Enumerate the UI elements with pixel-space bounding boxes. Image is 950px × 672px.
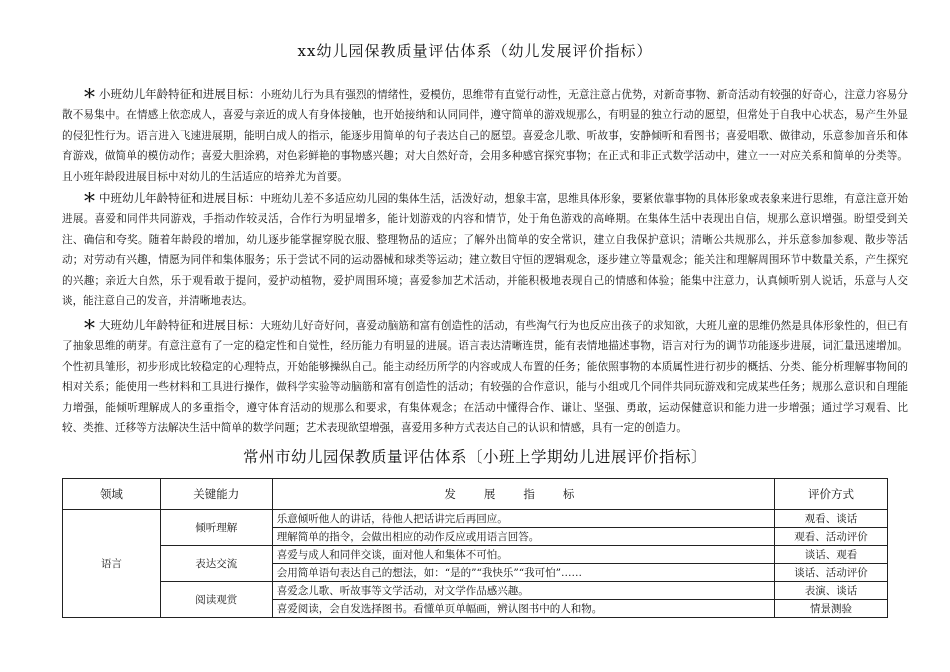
- section-body: 小班幼儿行为具有强烈的情绪性，爱模仿，思维带有直觉行动性，无意注意占优势，对新奇事物、新奇活动有较强的好奇心，注意力容易分散不易集中。在情感上依恋成人，喜爱与亲近的成人有身体接触，也开始接纳和认同同伴，遵守简单的游戏规那么，有明显的独立行动的愿望，但常处于自我中心状态，易产生外显的侵犯性行为。语言进入飞速进展期，能明白成人的指示，能逐步用简单的句子表达自己的愿望。喜爱念儿歌、听故事，安静倾听和看图书；喜爱唱歌、做律动，乐意参加音乐和体育游戏，做简单的模仿动作；喜爱大胆涂鸦，对色彩鲜艳的事物感兴趣；对大自然好奇，会用多种感官探究事物；在正式和非正式数学活动中，建立一一对应关系和简单的分类等。且小班年龄段进展目标中对幼儿的生活适应的培养尤为首要。: [62, 89, 908, 183]
- ability-cell: 阅读观赏: [160, 582, 272, 618]
- method-cell: 谈话、活动评价: [775, 564, 888, 582]
- asterisk-bullet: *: [84, 190, 95, 215]
- section-large-class: [62, 315, 908, 438]
- table-row: [63, 510, 888, 528]
- section-heading: 小班幼儿年龄特征和进展目标：: [99, 87, 261, 101]
- section-heading: 中班幼儿年龄特征和进展目标：: [99, 191, 261, 205]
- table-row: [63, 546, 888, 564]
- section-heading: 大班幼儿年龄特征和进展目标：: [99, 318, 261, 332]
- header-indicator: 发展指标: [272, 479, 774, 510]
- header-key-ability: 关键能力: [160, 479, 272, 510]
- asterisk-bullet: *: [84, 86, 95, 111]
- table-row: [63, 582, 888, 600]
- ability-cell: 表达交流: [160, 546, 272, 582]
- header-method: 评价方式: [775, 479, 888, 510]
- ability-cell: 倾听理解: [160, 510, 272, 546]
- indicator-cell: 喜爱念儿歌、听故事等文学活动，对文学作品感兴趣。: [272, 582, 774, 600]
- method-cell: 情景测验: [775, 600, 888, 618]
- method-cell: 观看、活动评价: [775, 528, 888, 546]
- method-cell: 表演、谈话: [775, 582, 888, 600]
- section-middle-class: [62, 188, 908, 311]
- header-domain: 领域: [63, 479, 161, 510]
- section-body: 中班幼儿差不多适应幼儿园的集体生活，活泼好动，想象丰富，思维具体形象，要紧依靠事物的具体形象或表象来进行思维，有意注意开始进展。喜爱和同伴共同游戏，手指动作较灵活，合作行为明显增多，能计划游戏的内容和情节，处于角色游戏的高峰期。在集体生活中表现出自信，规那么意识增强。盼望受到关注、确信和夸奖。随着年龄段的增加，幼儿逐步能掌握穿脱衣服、整理物品的适应；了解外出简单的安全常识，建立自我保护意识；清晰公共规那么，并乐意参加参观、散步等活动；对劳动有兴趣，情愿为同伴和集体服务；乐于尝试不同的运动器械和球类等运动；建立数目守恒的逻辑观念，逐步建立等量观念；能关注和理解周围环节中数量关系，产生探究的兴趣；亲近大自然，乐于观看敢于提问，爱护动植物，爱护周围环境；喜爱参加艺术活动，并能积极地表现自己的情感和体验；能集中注意力，认真倾听别人说话，乐意与人交谈，能注意自己的发音，并清晰地表达。: [62, 193, 908, 308]
- method-cell: 观看、谈话: [775, 510, 888, 528]
- section-body: 大班幼儿好奇好问，喜爱动脑筋和富有创造性的活动，有些淘气行为也反应出孩子的求知欲，大班儿童的思维仍然是具体形象性的，但已有了抽象思维的萌芽。有意注意有了一定的稳定性和自觉性，经历能力有明显的进展。语言表达清晰连贯，能有表情地描述事物，语言对行为的调节功能逐步进展，词汇量迅速增加。个性初具雏形，初步形成比较稳定的心理特点，开始能够操纵自己。能主动经历所学的内容或成人布置的任务；能依照事物的本质属性进行初步的概括、分类、能分析理解事物间的相对关系；能使用一些材料和工具进行操作，做科学实验等动脑筋和富有创造性的活动；有较强的合作意识，能与小组或几个同伴共同玩游戏和完成某些任务；规那么意识和自理能力增强，能倾听理解成人的多重指令，遵守体育活动的规那么和要求，有集体观念；在活动中懂得合作、谦让、坚强、勇敢，运动保健意识和能力进一步增强；通过学习观看、比较、类推、迁移等方法解决生活中简单的数学问题；艺术表现欲望增强，喜爱用多种方式表达自己的认识和情感，具有一定的创造力。: [62, 320, 908, 435]
- asterisk-bullet: *: [84, 317, 95, 342]
- document-title: xx幼儿园保教质量评估体系（幼儿发展评价指标）: [297, 42, 653, 60]
- section-small-class: [62, 84, 908, 187]
- indicator-cell: 乐意倾听他人的讲话，待他人把话讲完后再回应。: [272, 510, 774, 528]
- domain-cell: 语言: [63, 510, 161, 618]
- indicator-cell: 理解简单的指令，会做出相应的动作反应或用语言回答。: [272, 528, 774, 546]
- indicator-cell: 喜爱与成人和同伴交谈，面对他人和集体不可怕。: [272, 546, 774, 564]
- table-title: 常州市幼儿园保教质量评估体系〔小班上学期幼儿进展评价指标〕: [242, 448, 707, 466]
- indicator-cell: 喜爱阅读，会自发选择图书。看懂单页单幅画，辨认图书中的人和物。: [272, 600, 774, 618]
- evaluation-table: [62, 478, 888, 618]
- table-header-row: [63, 479, 888, 510]
- method-cell: 谈话、观看: [775, 546, 888, 564]
- indicator-cell: 会用简单语句表达自己的想法，如：“是的”“我快乐”“我可怕”……: [272, 564, 774, 582]
